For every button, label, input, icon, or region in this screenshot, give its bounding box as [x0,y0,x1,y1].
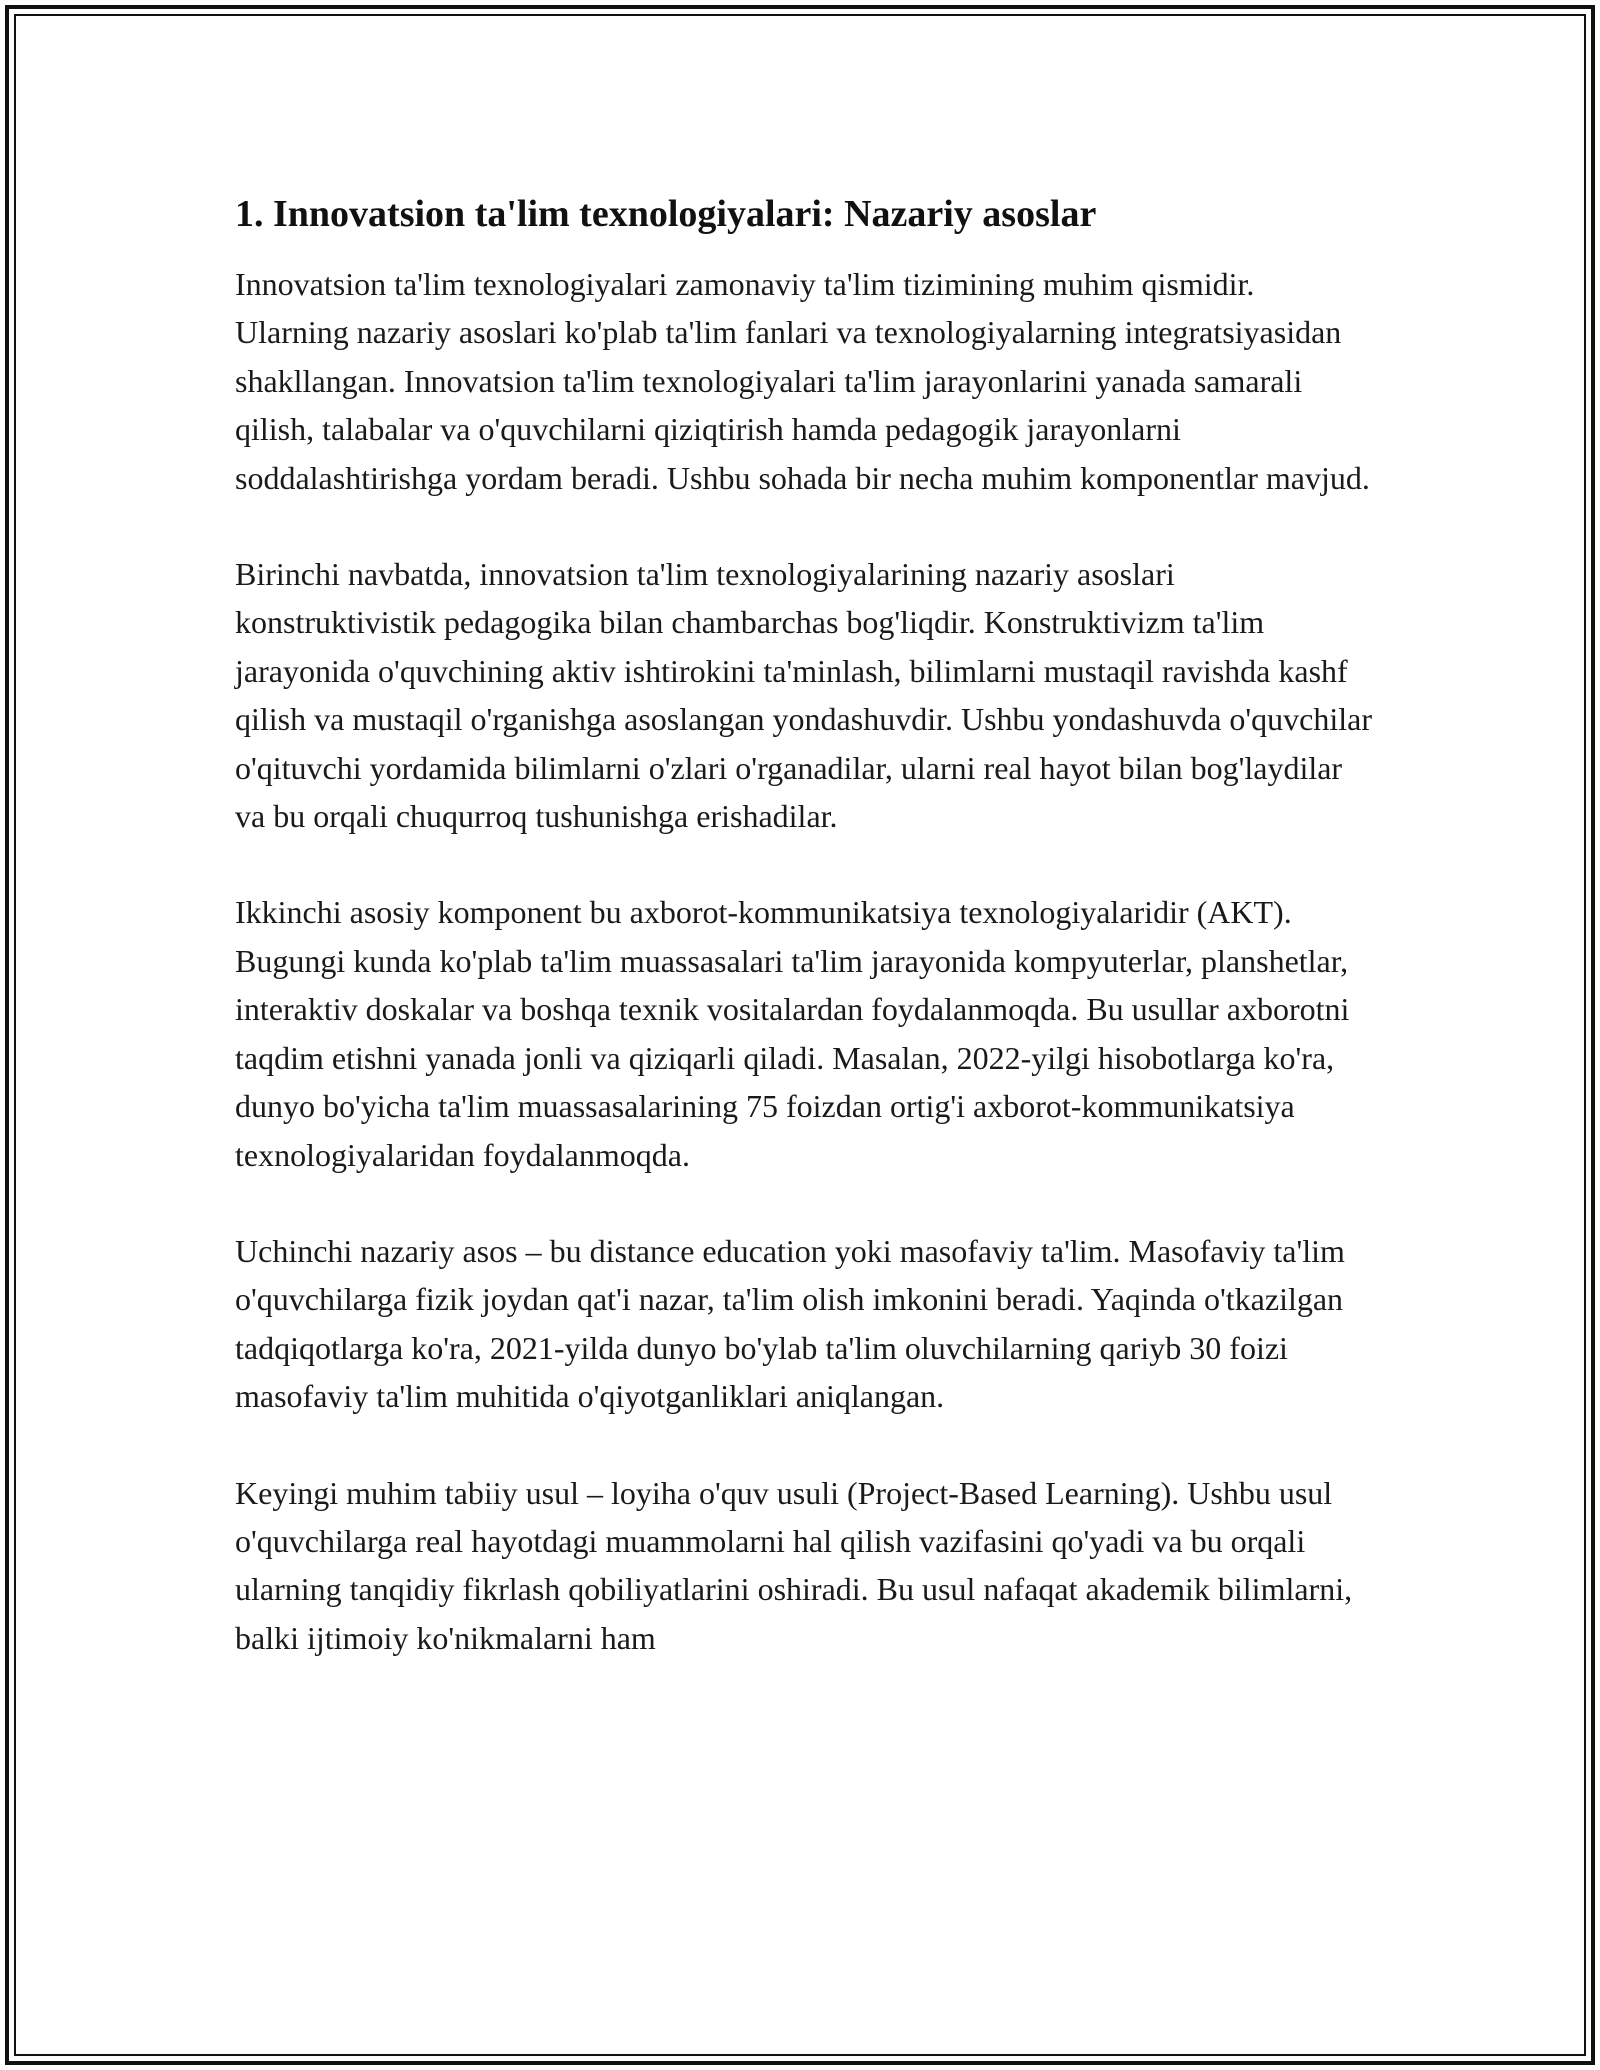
paragraph-project-based-learning: Keyingi muhim tabiiy usul – loyiha o'quv usuli (Project-Based Learning). Ushbu usul o'quvchilarga real hayotdagi muammolarni hal qilish vazifasini qo'yadi va bu orqali ularning tanqidiy fikrlash qobiliyatlarini oshiradi. Bu usul nafaqat akademik bilimlarni, balki ijtimoiy ko'nikmalarni ham [235,1474,1353,1656]
section-title: 1. Innovatsion ta'lim texnologiyalari: Nazariy asoslar [235,193,1097,235]
paragraph-ict: Ikkinchi asosiy komponent bu axborot-kommunikatsiya texnologiyalaridir (AKT). Bugungi kunda ko'plab ta'lim muassasalari ta'lim jarayonida kompyuterlar, planshetlar, interaktiv doskalar va boshqa texnik vositalardan foydalanmoqda. Bu usullar axborotni taqdim etishni yanada jonli va qiziqarli qiladi. Masalan, 2022-yilgi hisobotlarga ko'ra, dunyo bo'yicha ta'lim muassasalarining 75 foizdan ortig'i axborot-kommunikatsiya texnologiyalaridan foydalanmoqda. [235,894,1350,1173]
paragraph-distance-education: Uchinchi nazariy asos – bu distance education yoki masofaviy ta'lim. Masofaviy ta'lim o'quvchilarga fizik joydan qat'i nazar, ta'lim olish imkonini beradi. Yaqinda o'tkazilgan tadqiqotlarga ko'ra, 2021-yilda dunyo bo'ylab ta'lim oluvchilarning qariyb 30 foizi masofaviy ta'lim muhitida o'qiyotganliklari aniqlangan. [235,1232,1345,1415]
paragraph-intro: Innovatsion ta'lim texnologiyalari zamonaviy ta'lim tizimining muhim qismidir. Ularning nazariy asoslari ko'plab ta'lim fanlari va texnologiyalarning integratsiyasidan shakllangan. Innovatsion ta'lim texnologiyalari ta'lim jarayonlarini yanada samarali qilish, talabalar va o'quvchilarni qiziqtirish hamda pedagogik jarayonlarni soddalashtirishga yordam beradi. Ushbu sohada bir necha muhim komponentlar mavjud. [235,266,1370,496]
document-body [235,190,1375,1710]
paragraph-constructivism: Birinchi navbatda, innovatsion ta'lim texnologiyalarining nazariy asoslari konstruktivistik pedagogika bilan chambarchas bog'liqdir. Konstruktivizm ta'lim jarayonida o'quvchining aktiv ishtirokini ta'minlash, bilimlarni mustaqil ravishda kashf qilish va mustaqil o'rganishga asoslangan yondashuvdir. Ushbu yondashuvda o'quvchilar o'qituvchi yordamida bilimlarni o'zlari o'rganadilar, ularni real hayot bilan bog'laydilar va bu orqali chuqurroq tushunishga erishadilar. [235,556,1373,835]
